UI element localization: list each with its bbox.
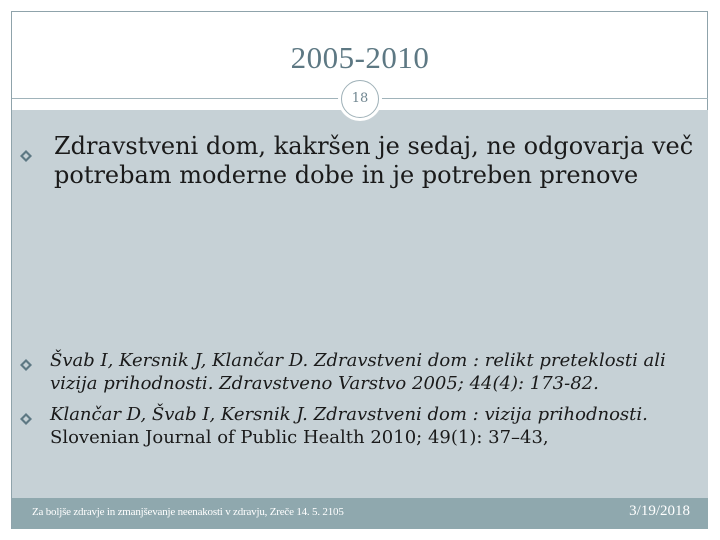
slide-number-badge: 18 [341, 80, 379, 118]
citation-text [50, 403, 690, 449]
footer-date: 3/19/2018 [629, 503, 690, 519]
citation-text: Švab I, Kersnik J, Klančar D. Zdravstveni dom : relikt preteklosti ali vizija prihodnosti. Zdravstveno Varstvo 2005; 44(4): 173-82. [50, 350, 666, 394]
bullet-item-1 [20, 132, 700, 190]
diamond-bullet-icon [20, 140, 32, 152]
slide-title: 2005-2010 [290, 40, 430, 75]
bullet-item-2 [20, 349, 700, 395]
footer-bar [12, 498, 708, 529]
diamond-bullet-icon [20, 354, 32, 366]
bullet-text: Zdravstveni dom, kakršen je sedaj, ne odgovarja več potrebam moderne dobe in je potreben prenove [54, 132, 694, 189]
citation-italic-part: Klančar D, Švab I, Kersnik J. Zdravstveni dom : vizija prihodnosti. [50, 404, 648, 425]
citation-normal-part: Slovenian Journal of Public Health 2010; 49(1): 37–43, [50, 427, 549, 448]
diamond-bullet-icon [20, 408, 32, 420]
bullet-item-3 [20, 403, 700, 449]
footer-event-text: Za boljše zdravje in zmanjševanje neenakosti v zdravju, Zreče 14. 5. 2105 [32, 506, 344, 518]
